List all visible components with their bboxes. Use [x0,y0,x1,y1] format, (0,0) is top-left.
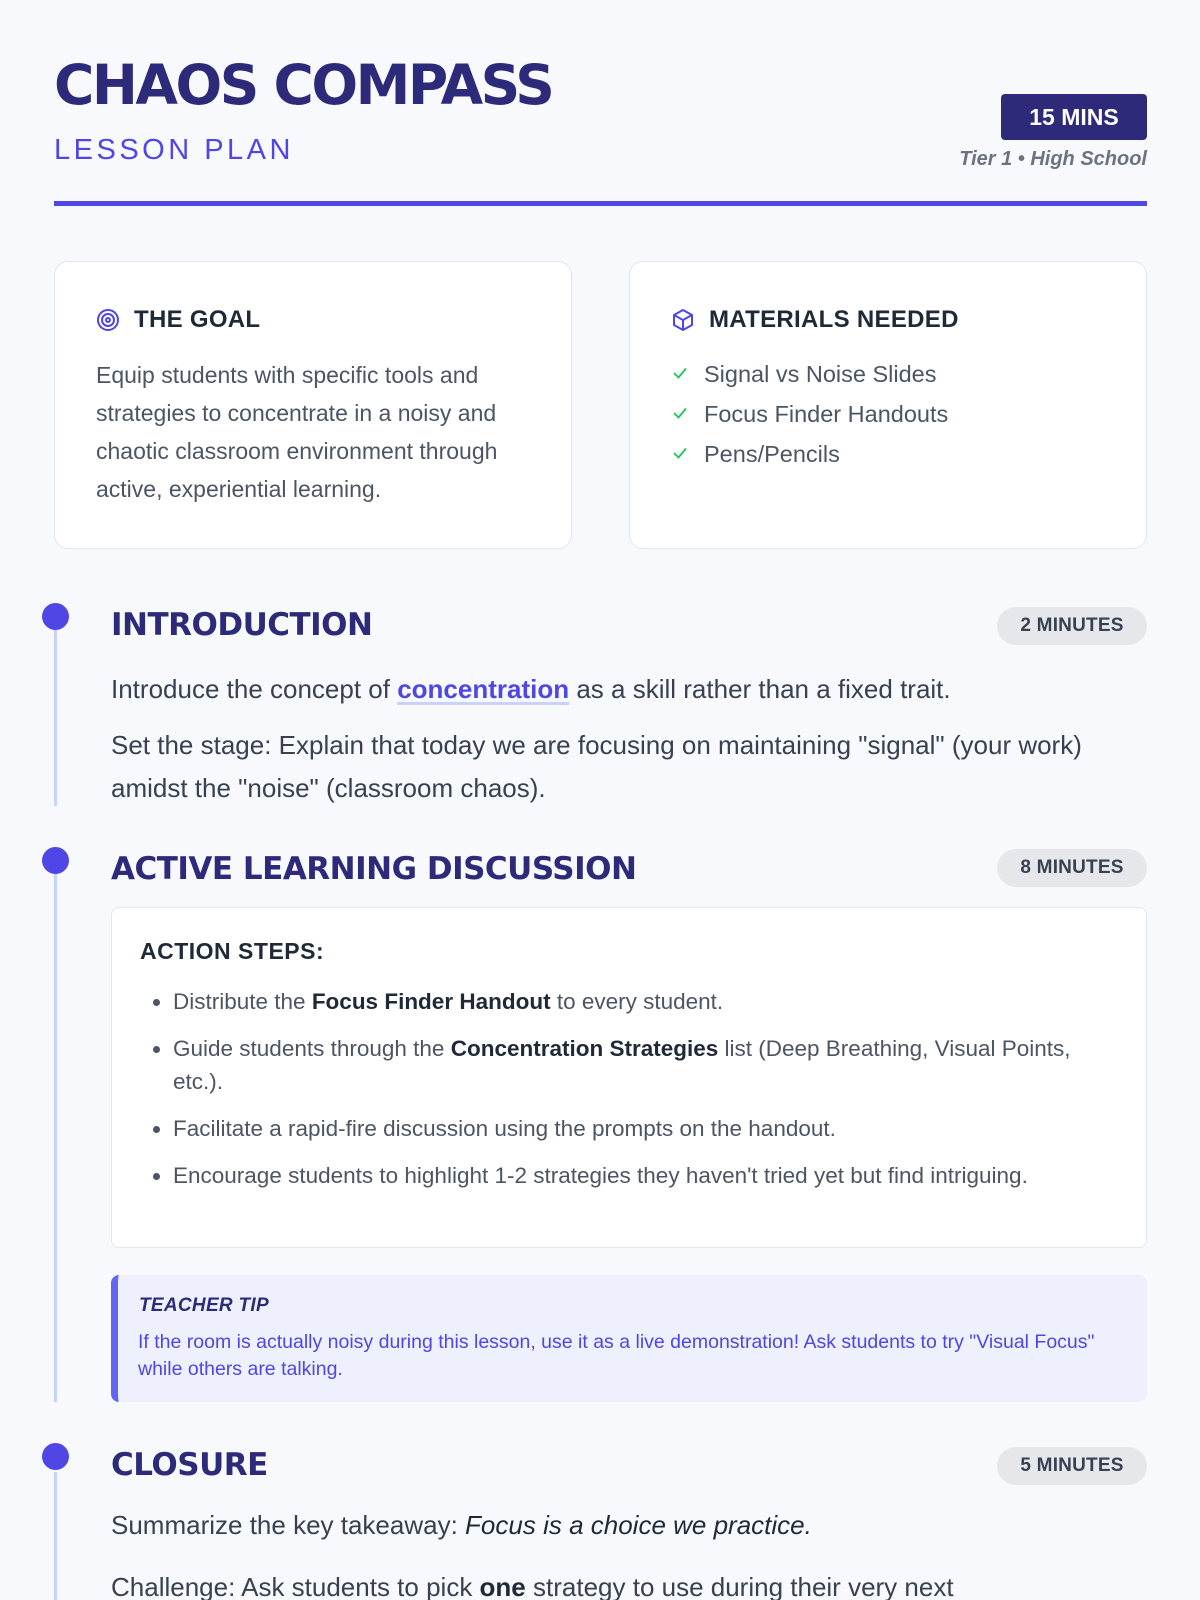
list-item: • Encourage students to highlight 1-2 strategies they haven't tried yet but find intriguing. [173,1159,1103,1192]
teacher-tip-box [111,1275,1147,1402]
material-label: Signal vs Noise Slides [704,360,937,387]
list-item [173,985,1103,1018]
intro-text: Introduce the concept of [111,674,398,704]
closure-duration-badge: 5 MINUTES [997,1447,1147,1485]
list-item [671,394,948,434]
step-text: Guide students through the [173,1036,451,1061]
step-text: list (Deep Breathing, Visual Points, etc.). [173,1036,1071,1094]
tier-label: Tier 1 • High School [959,148,1147,170]
teacher-tip-label: TEACHER TIP [139,1295,269,1316]
action-steps-heading: ACTION STEPS: [140,938,325,964]
list-item [671,354,948,394]
goal-title: THE GOAL [134,306,261,333]
timeline-dot [42,603,69,630]
intro-text: as a skill rather than a fixed trait. [569,674,951,704]
lesson-plan-page [54,0,1147,502]
introduction-line-2: Set the stage: Explain that today we are focusing on maintaining "signal" (your work) amidst the "noise" (classroom chaos). [111,730,1082,803]
closure-text: strategy to use during their very next [525,1572,954,1600]
goal-text: Equip students with specific tools and strategies to concentrate in a noisy and chaotic classroom environment through active, experiential learning. [96,362,498,502]
introduction-line-1 [111,668,1147,711]
closure-bold: one [479,1572,526,1600]
introduction-section [111,605,1147,810]
closure-text: Summarize the key takeaway: [111,1510,466,1540]
page-title: CHAOS COMPASS [54,53,553,117]
materials-card [629,261,1147,549]
teacher-tip-text: If the room is actually noisy during this lesson, use it as a live demonstration! Ask students to try "Visual Focus" while others are talking. [138,1331,1095,1380]
timeline-line [54,872,57,1402]
page-subtitle: LESSON PLAN [54,134,294,166]
list-item: • Facilitate a rapid-fire discussion using the prompts on the handout. [173,1112,1103,1145]
goal-card-header [96,306,260,334]
list-item [173,1032,1103,1098]
closure-takeaway: Focus is a choice we practice. [465,1510,812,1540]
material-label: Pens/Pencils [704,440,840,467]
timeline-line [54,628,57,806]
list-item [671,434,948,474]
introduction-duration-badge: 2 MINUTES [997,607,1147,645]
introduction-title: INTRODUCTION [111,607,373,643]
duration-badge: 15 MINS [1001,94,1147,140]
material-label: Focus Finder Handouts [704,400,949,427]
materials-list [671,354,948,474]
action-steps-box [111,907,1147,1248]
target-icon [96,308,120,332]
step-text: to every student. [550,989,724,1014]
timeline-line [54,1472,57,1600]
closure-title: CLOSURE [111,1447,268,1483]
closure-text: Challenge: Ask students to pick [111,1572,480,1600]
step-text: Distribute the [173,989,312,1014]
overview-cards [54,261,1147,549]
header [54,0,1147,206]
check-icon [671,401,704,428]
closure-section [111,1445,1147,1600]
step-bold: Concentration Strategies [450,1036,719,1061]
goal-card [54,261,572,549]
closure-line-1 [111,1504,1147,1547]
timeline-dot [42,1443,69,1470]
closure-line-2 [111,1566,1147,1600]
box-icon [671,308,695,332]
check-icon [671,441,704,468]
timeline-dot [42,847,69,874]
concentration-link[interactable]: concentration [397,674,570,704]
discussion-duration-badge: 8 MINUTES [997,849,1147,887]
materials-card-header [671,306,959,334]
action-steps-list [173,985,1103,1206]
materials-title: MATERIALS NEEDED [709,306,959,333]
check-icon [671,361,704,388]
step-bold: Focus Finder Handout [311,989,551,1014]
discussion-title: ACTIVE LEARNING DISCUSSION [111,851,637,887]
